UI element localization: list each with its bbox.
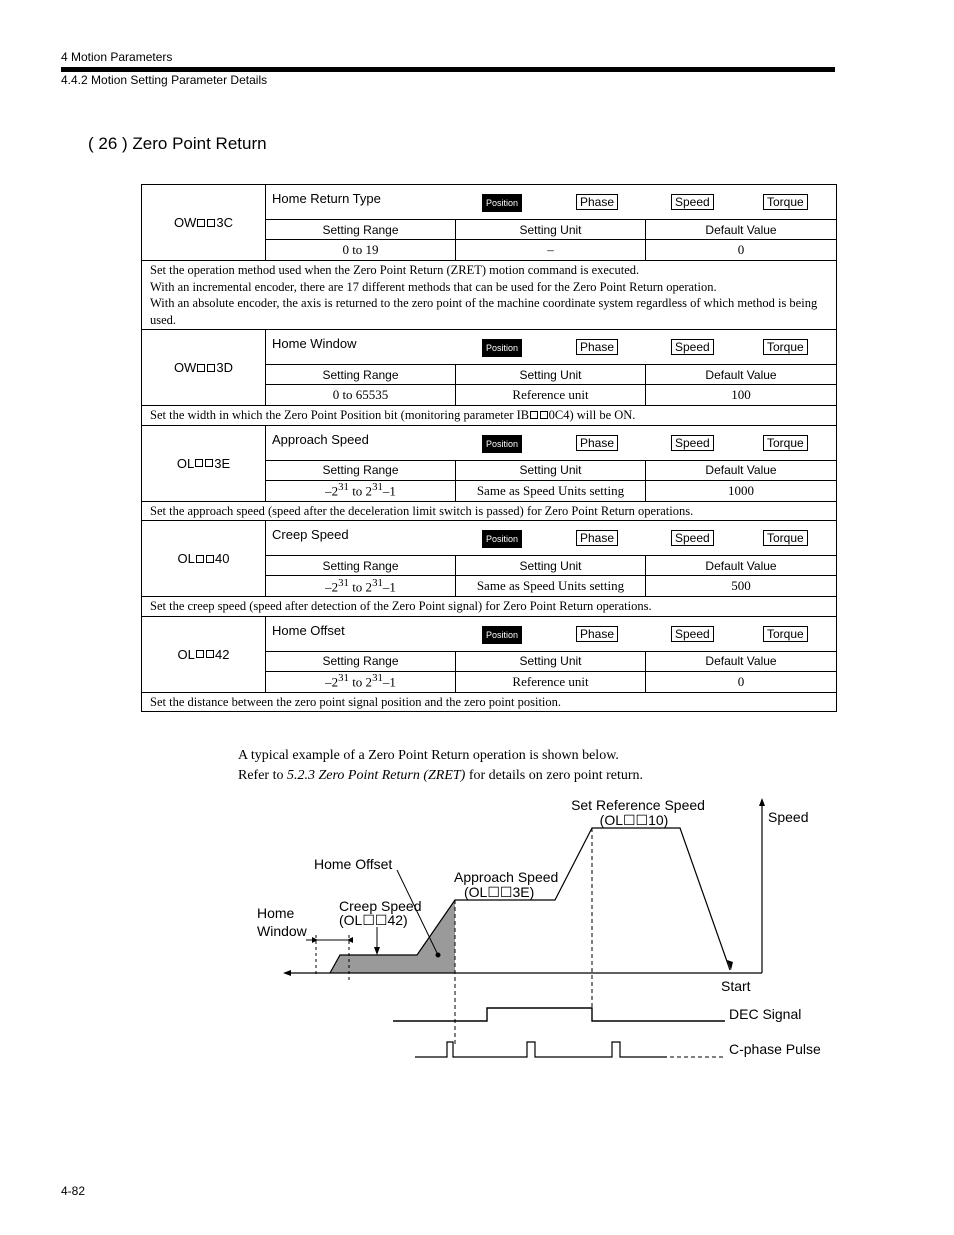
setting-unit-value: – — [456, 240, 646, 261]
default-value: 500 — [646, 576, 837, 597]
default-value-header: Default Value — [646, 365, 837, 385]
badge-torque: Torque — [763, 194, 808, 210]
param-name: Home Offset — [272, 622, 345, 638]
label-window: Window — [257, 923, 307, 939]
home-offset-dot — [436, 953, 441, 958]
range-min-exp: 31 — [338, 576, 349, 589]
label-c-phase-pulse: C-phase Pulse — [729, 1041, 821, 1057]
default-value: 0 — [646, 671, 837, 692]
running-header-chapter: 4 Motion Parameters — [61, 50, 173, 64]
badge-speed: Speed — [671, 339, 714, 355]
badge-position: Position — [482, 626, 522, 644]
label-speed-axis: Speed — [768, 809, 809, 825]
label-set-ref-addr-pre: (OL — [599, 812, 623, 828]
default-value: 1000 — [646, 480, 837, 501]
setting-unit-header: Setting Unit — [456, 220, 646, 240]
range-max-offset: –1 — [382, 483, 396, 499]
badge-position: Position — [482, 530, 522, 548]
address-prefix: OL — [176, 455, 195, 471]
badge-phase: Phase — [576, 194, 618, 210]
home-window-arrowhead-2 — [347, 937, 353, 943]
badge-torque: Torque — [763, 339, 808, 355]
badge-position: Position — [482, 194, 522, 212]
badge-speed: Speed — [671, 626, 714, 642]
label-set-reference-addr — [600, 812, 669, 828]
badge-position: Position — [482, 435, 522, 453]
address-suffix: 3D — [216, 360, 234, 375]
description-line: Set the distance between the zero point signal position and the zero point position. — [150, 694, 562, 709]
setting-unit-header: Setting Unit — [456, 365, 646, 385]
range-max-base: to 2 — [348, 579, 373, 595]
intro-text: A typical example of a Zero Point Return operation is shown below. — [238, 748, 619, 763]
label-set-ref-addr-boxes: ☐☐ — [623, 812, 649, 828]
label-creep-addr-pre: (OL — [339, 912, 363, 928]
setting-range-header: Setting Range — [266, 460, 456, 480]
badge-phase: Phase — [576, 530, 618, 546]
range-min-exp: 31 — [338, 672, 349, 685]
home-window-arrowhead — [312, 937, 318, 943]
param-name: Home Return Type — [272, 191, 381, 206]
label-approach-speed: Approach Speed — [454, 869, 559, 885]
badge-speed: Speed — [671, 194, 714, 210]
setting-unit-value: Reference unit — [456, 385, 646, 406]
page-number: 4-82 — [61, 1184, 86, 1198]
label-approach-addr-post: 3E) — [512, 884, 535, 900]
setting-range-header: Setting Range — [266, 220, 456, 240]
intro-ref-link: 5.2.3 Zero Point Return (ZRET) — [286, 768, 466, 783]
param-name: Home Window — [272, 336, 357, 351]
description-line: Set the operation method used when the Zero Point Return (ZRET) motion command is executed. — [150, 263, 640, 277]
badge-phase: Phase — [576, 626, 618, 642]
range-min-base: –2 — [325, 674, 339, 690]
default-value-header: Default Value — [646, 460, 837, 480]
range-max-base: to 2 — [348, 483, 373, 499]
label-set-reference-speed: Set Reference Speed — [571, 797, 705, 813]
creep-pointer-arrowhead — [374, 947, 380, 955]
running-header-section: 4.4.2 Motion Setting Parameter Details — [61, 73, 268, 87]
label-creep-addr-boxes: ☐☐ — [362, 912, 388, 928]
address-suffix: 42 — [214, 646, 230, 662]
default-value-header: Default Value — [646, 556, 837, 576]
setting-range-header: Setting Range — [266, 556, 456, 576]
label-approach-addr-pre: (OL — [464, 884, 488, 900]
label-start: Start — [721, 978, 751, 994]
label-creep-speed: Creep Speed — [339, 898, 422, 914]
description-part-a: Set the width in which the Zero Point Position bit (monitoring parameter IB — [150, 408, 530, 422]
setting-range-header: Setting Range — [266, 365, 456, 385]
address-prefix: OL — [177, 551, 195, 566]
description-line: With an absolute encoder, the axis is returned to the zero point of the machine coordinate system regardless of which method is being used. — [150, 296, 818, 327]
setting-unit-value: Same as Speed Units setting — [456, 480, 646, 501]
setting-unit-value: Reference unit — [456, 671, 646, 692]
setting-range-header: Setting Range — [266, 651, 456, 671]
badge-phase: Phase — [576, 339, 618, 355]
address-prefix: OW — [173, 360, 197, 375]
badge-position: Position — [482, 339, 522, 357]
badge-torque: Torque — [763, 626, 808, 642]
default-value-header: Default Value — [646, 220, 837, 240]
section-title: ( 26 ) Zero Point Return — [88, 134, 267, 153]
intro-ref-pre: Refer to — [238, 768, 287, 783]
label-set-ref-addr-post: 10) — [648, 812, 669, 828]
address-suffix: 40 — [214, 551, 230, 566]
param-name: Approach Speed — [272, 431, 369, 447]
setting-range-value: 0 to 65535 — [266, 385, 456, 406]
range-min-base: –2 — [325, 579, 339, 595]
label-dec-signal: DEC Signal — [729, 1006, 802, 1022]
label-creep-addr — [339, 912, 408, 928]
range-max-offset: –1 — [382, 674, 396, 690]
default-value-header: Default Value — [646, 651, 837, 671]
setting-unit-header: Setting Unit — [456, 651, 646, 671]
label-home: Home — [257, 905, 295, 921]
time-axis-arrow — [283, 970, 291, 976]
range-max-exp: 31 — [372, 576, 383, 589]
setting-unit-value: Same as Speed Units setting — [456, 576, 646, 597]
badge-torque: Torque — [763, 530, 808, 546]
range-min-base: –2 — [325, 483, 339, 499]
label-creep-addr-post: 42) — [387, 912, 408, 928]
description-part-b: 0C4) will be ON. — [548, 408, 636, 422]
setting-unit-header: Setting Unit — [456, 460, 646, 480]
address-suffix: 3C — [216, 215, 234, 230]
address-prefix: OL — [177, 646, 195, 662]
c-phase-wave — [415, 1042, 667, 1057]
speed-axis-arrow — [759, 798, 765, 806]
default-value: 0 — [646, 240, 837, 261]
badge-speed: Speed — [671, 530, 714, 546]
description-line: With an incremental encoder, there are 17 different methods that can be used for the Zero Point Return operation. — [150, 279, 717, 294]
label-approach-addr-boxes: ☐☐ — [487, 884, 513, 900]
badge-speed: Speed — [671, 435, 714, 451]
address-suffix: 3E — [214, 455, 231, 471]
address-prefix: OW — [173, 215, 197, 230]
setting-unit-header: Setting Unit — [456, 556, 646, 576]
range-max-exp: 31 — [372, 672, 383, 685]
label-home-offset: Home Offset — [314, 856, 393, 872]
badge-phase: Phase — [576, 435, 618, 451]
description-line: Set the approach speed (speed after the deceleration limit switch is passed) for Zero Point Return operations. — [150, 503, 694, 518]
badge-torque: Torque — [763, 435, 808, 451]
label-approach-addr — [464, 884, 534, 900]
description-line: Set the creep speed (speed after detection of the Zero Point signal) for Zero Point Return operations. — [150, 599, 652, 613]
range-min-exp: 31 — [338, 481, 349, 494]
intro-ref-post: for details on zero point return. — [465, 768, 644, 783]
setting-range-value: 0 to 19 — [266, 240, 456, 261]
param-name: Creep Speed — [272, 527, 349, 542]
range-max-offset: –1 — [382, 579, 396, 595]
dec-signal-wave — [393, 1008, 725, 1021]
range-max-base: to 2 — [348, 674, 373, 690]
default-value: 100 — [646, 385, 837, 406]
range-max-exp: 31 — [372, 481, 383, 494]
